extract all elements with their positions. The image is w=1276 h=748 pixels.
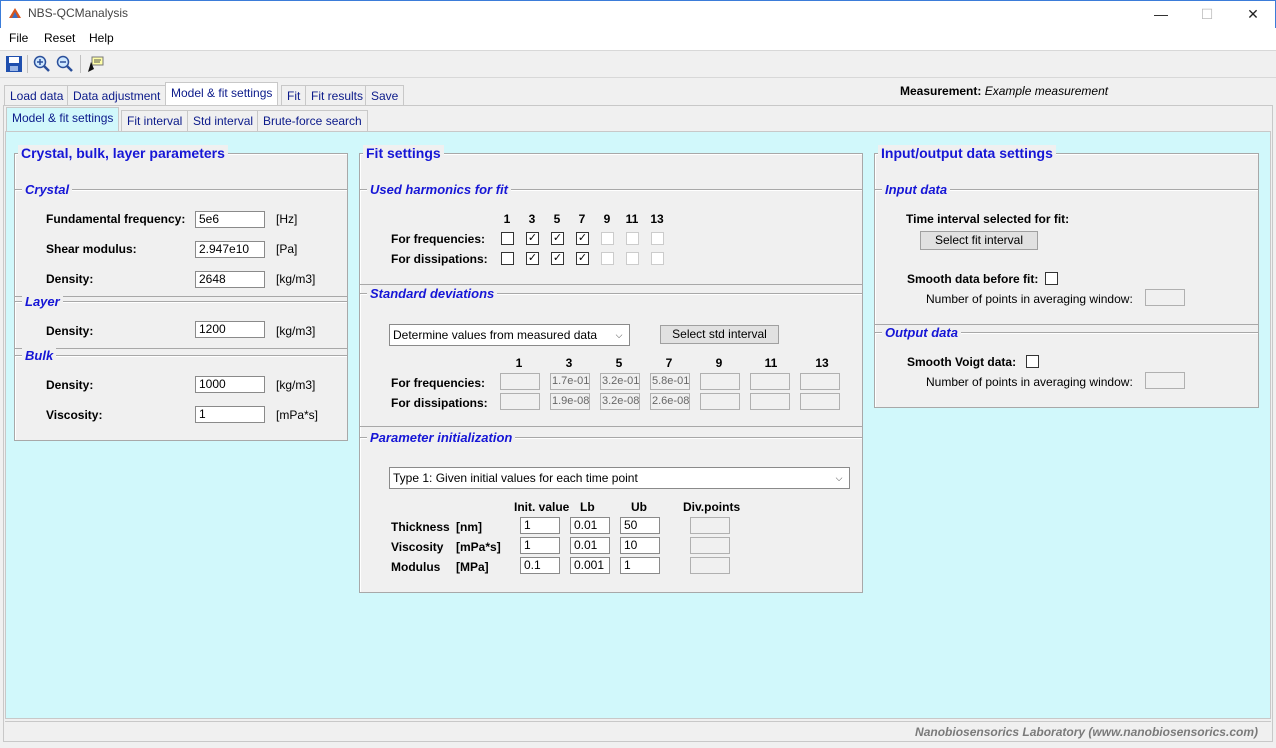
std-diss-11[interactable] [750,393,790,410]
std-diss-3[interactable]: 1.9e-08 [550,393,590,410]
layer-density-unit: [kg/m3] [276,324,316,338]
smooth-voigt-checkbox[interactable] [1026,355,1039,368]
diss-checkbox-13[interactable] [651,252,664,265]
window-title: NBS-QCManalysis [28,6,129,20]
layer-density-label: Density: [46,324,94,338]
thickness-label: Thickness [391,520,450,534]
std-header-7: 7 [665,356,673,370]
std-mode-value: Determine values from measured data [393,328,598,342]
select-std-interval-button[interactable]: Select std interval [660,325,779,344]
title-bar [0,0,1276,28]
harmonic-header-5: 5 [553,212,561,226]
tab-data-adjustment[interactable]: Data adjustment [67,85,166,106]
viscosity-label: Viscosity [391,540,444,554]
harmonic-header-3: 3 [528,212,536,226]
bulk-title: Bulk [22,348,56,363]
std-freq-9[interactable] [700,373,740,390]
save-icon[interactable] [4,54,24,74]
fundamental-frequency-unit: [Hz] [276,212,298,226]
bulk-panel [14,355,348,441]
bulk-viscosity-unit: [mPa*s] [276,408,319,422]
crystal-title: Crystal [22,182,72,197]
shear-modulus-label: Shear modulus: [46,242,137,256]
zoom-out-icon[interactable] [55,54,75,74]
freq-checkbox-11[interactable] [626,232,639,245]
measurement-label: Measurement: [900,84,982,98]
menu-reset[interactable]: Reset [44,31,76,45]
harmonics-title: Used harmonics for fit [367,182,511,197]
diss-checkbox-11[interactable] [626,252,639,265]
menu-bar [0,28,1276,50]
zoom-in-icon[interactable] [32,54,52,74]
data-cursor-icon[interactable] [86,54,106,74]
std-frequencies-label: For frequencies: [391,376,486,390]
smooth-input-checkbox[interactable] [1045,272,1058,285]
layer-density-input[interactable]: 1200 [195,321,265,338]
viscosity-div-input[interactable] [690,537,730,554]
output-data-title: Output data [882,325,961,340]
input-window-label: Number of points in averaging window: [926,292,1133,306]
ub-header: Ub [631,500,647,514]
harmonics-dissipations-label: For dissipations: [391,252,488,266]
bulk-density-label: Density: [46,378,94,392]
input-window-input[interactable] [1145,289,1185,306]
tab-model-fit-settings[interactable]: Model & fit settings [165,82,278,106]
init-value-header: Init. value [514,500,570,514]
bulk-density-input[interactable]: 1000 [195,376,265,393]
diss-checkbox-1[interactable] [501,252,514,265]
std-header-3: 3 [565,356,573,370]
modulus-ub-input[interactable]: 1 [620,557,660,574]
close-button[interactable]: ✕ [1247,6,1259,22]
toolbar [0,50,1276,78]
harmonic-header-13: 13 [650,212,664,226]
measurement-display [900,84,1108,98]
modulus-label: Modulus [391,560,441,574]
freq-checkbox-1[interactable] [501,232,514,245]
io-panel-title: Input/output data settings [878,145,1056,161]
thickness-lb-input[interactable]: 0.01 [570,517,610,534]
subtab-model-fit-settings[interactable]: Model & fit settings [6,107,119,132]
param-init-title: Parameter initialization [367,430,515,445]
thickness-init-input[interactable]: 1 [520,517,560,534]
bulk-viscosity-label: Viscosity: [46,408,103,422]
std-dissipations-label: For dissipations: [391,396,488,410]
init-mode-dropdown[interactable] [389,467,850,489]
bulk-density-unit: [kg/m3] [276,378,316,392]
viscosity-init-input[interactable]: 1 [520,537,560,554]
init-mode-value: Type 1: Given initial values for each time point [393,471,638,485]
freq-checkbox-3[interactable]: ✓ [527,232,538,244]
chevron-down-icon: ⌵ [615,330,623,340]
viscosity-unit: [mPa*s] [456,540,501,554]
menu-file[interactable]: File [9,31,29,45]
output-window-label: Number of points in averaging window: [926,375,1133,389]
minimize-button[interactable]: — [1154,6,1168,22]
std-header-11: 11 [764,356,778,370]
std-title: Standard deviations [367,286,497,301]
div-points-header: Div.points [683,500,741,514]
harmonics-frequencies-label: For frequencies: [391,232,486,246]
viscosity-lb-input[interactable]: 0.01 [570,537,610,554]
freq-checkbox-9[interactable] [601,232,614,245]
crystal-density-label: Density: [46,272,94,286]
fundamental-frequency-input[interactable]: 5e6 [195,211,265,228]
output-data-panel [874,332,1259,408]
fundamental-frequency-label: Fundamental frequency: [46,212,186,226]
harmonic-header-1: 1 [503,212,511,226]
output-window-input[interactable] [1145,372,1185,389]
diss-checkbox-7[interactable]: ✓ [577,252,588,264]
tab-fit[interactable]: Fit [281,85,306,106]
select-fit-interval-button[interactable]: Select fit interval [920,231,1038,250]
harmonic-header-9: 9 [603,212,611,226]
lb-header: Lb [580,500,595,514]
subtab-fit-interval[interactable]: Fit interval [121,110,188,131]
shear-modulus-unit: [Pa] [276,242,298,256]
viscosity-ub-input[interactable]: 10 [620,537,660,554]
harmonic-header-11: 11 [625,212,639,226]
crystal-density-unit: [kg/m3] [276,272,316,286]
input-data-title: Input data [882,182,950,197]
menu-help[interactable]: Help [89,31,114,45]
std-freq-13[interactable] [800,373,840,390]
modulus-lb-input[interactable]: 0.001 [570,557,610,574]
smooth-voigt-label: Smooth Voigt data: [907,355,1017,369]
tab-save[interactable]: Save [365,85,404,106]
shear-modulus-input[interactable]: 2.947e10 [195,241,265,258]
thickness-ub-input[interactable]: 50 [620,517,660,534]
std-freq-5[interactable]: 3.2e-01 [600,373,640,390]
std-diss-1[interactable] [500,393,540,410]
modulus-div-input[interactable] [690,557,730,574]
measurement-value: Example measurement [984,84,1109,98]
freq-checkbox-13[interactable] [651,232,664,245]
std-header-5: 5 [615,356,623,370]
std-header-13: 13 [815,356,829,370]
smooth-input-label: Smooth data before fit: [907,272,1039,286]
thickness-div-input[interactable] [690,517,730,534]
std-diss-9[interactable] [700,393,740,410]
std-diss-7[interactable]: 2.6e-08 [650,393,690,410]
std-freq-1[interactable] [500,373,540,390]
params-panel-title: Crystal, bulk, layer parameters [18,145,228,161]
std-freq-11[interactable] [750,373,790,390]
subtab-brute-force-search[interactable]: Brute-force search [257,110,368,131]
std-diss-5[interactable]: 3.2e-08 [600,393,640,410]
std-mode-dropdown[interactable] [389,324,630,346]
diss-checkbox-9[interactable] [601,252,614,265]
freq-checkbox-5[interactable]: ✓ [552,232,563,244]
crystal-density-input[interactable]: 2648 [195,271,265,288]
tab-fit-results[interactable]: Fit results [305,85,369,106]
footer-credit: Nanobiosensorics Laboratory (www.nanobiosensorics.com) [915,725,1258,739]
modulus-init-input[interactable]: 0.1 [520,557,560,574]
std-freq-3[interactable]: 1.7e-01 [550,373,590,390]
std-header-9: 9 [715,356,723,370]
subtab-std-interval[interactable]: Std interval [187,110,259,131]
layer-title: Layer [22,294,63,309]
std-diss-13[interactable] [800,393,840,410]
maximize-button[interactable]: ☐ [1200,6,1214,22]
thickness-unit: [nm] [456,520,482,534]
std-header-1: 1 [515,356,523,370]
diss-checkbox-5[interactable]: ✓ [552,252,563,264]
fit-settings-title: Fit settings [363,145,444,161]
bulk-viscosity-input[interactable]: 1 [195,406,265,423]
std-freq-7[interactable]: 5.8e-01 [650,373,690,390]
tab-load-data[interactable]: Load data [4,85,69,106]
freq-checkbox-7[interactable]: ✓ [577,232,588,244]
time-interval-label: Time interval selected for fit: [906,212,1070,226]
harmonic-header-7: 7 [578,212,586,226]
matlab-app-icon [8,6,22,20]
modulus-unit: [MPa] [456,560,489,574]
chevron-down-icon: ⌵ [835,473,843,483]
diss-checkbox-3[interactable]: ✓ [527,252,538,264]
